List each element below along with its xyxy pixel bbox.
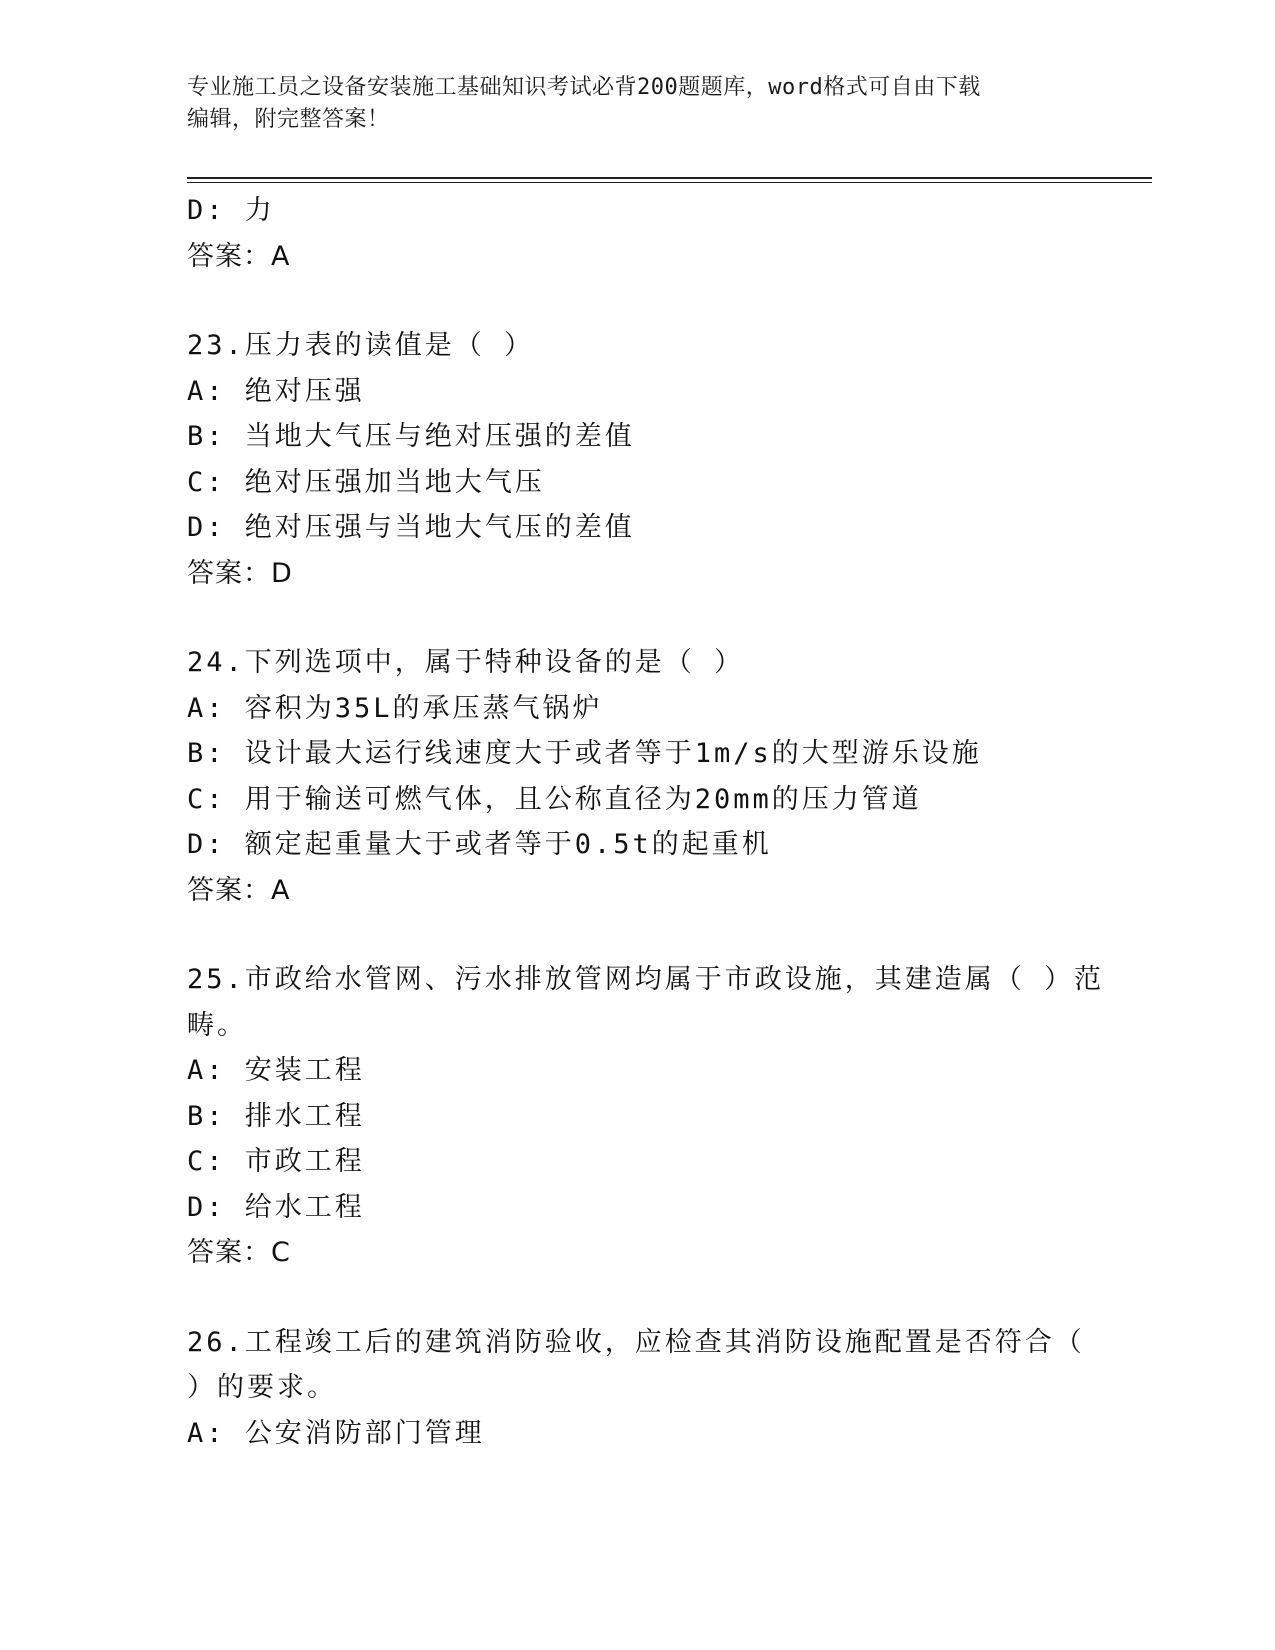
option-d: D: 绝对压强与当地大气压的差值	[187, 512, 635, 543]
header-title-line-1: 专业施工员之设备安装施工基础知识考试必背200题题库，word格式可自由下载	[187, 75, 981, 100]
question-25	[187, 957, 1105, 1276]
option-a: A: 安装工程	[187, 1055, 365, 1086]
question-stem-line-1: 25.市政给水管网、污水排放管网均属于市政设施，其建造属（ ）范	[187, 964, 1105, 995]
spacer	[187, 279, 1087, 323]
previous-question-tail	[187, 188, 1087, 279]
option-c: C: 绝对压强加当地大气压	[187, 466, 545, 498]
question-stem-line-1: 26.工程竣工后的建筑消防验收，应检查其消防设施配置是否符合（	[187, 1326, 1085, 1358]
option-a: A: 容积为35L的承压蒸气锅炉	[187, 692, 603, 724]
option-d: D: 额定起重量大于或者等于0.5t的起重机	[187, 829, 772, 860]
question-content	[187, 188, 1105, 1456]
option-d: D: 力	[187, 195, 275, 226]
option-a: A: 公安消防部门管理	[187, 1417, 485, 1449]
option-c: C: 市政工程	[187, 1146, 365, 1177]
spacer	[187, 913, 1087, 957]
option-b: B: 设计最大运行线速度大于或者等于1m/s的大型游乐设施	[187, 738, 982, 769]
question-stem: 24.下列选项中，属于特种设备的是（ ）	[187, 647, 745, 678]
option-b: B: 当地大气压与绝对压强的差值	[187, 421, 635, 452]
option-a: A: 绝对压强	[187, 375, 365, 407]
header-divider-thin	[187, 182, 1152, 183]
option-d: D: 给水工程	[187, 1191, 365, 1223]
question-stem-line-2: 畴。	[187, 1009, 247, 1041]
header-title-line-2: 编辑，附完整答案！	[187, 107, 390, 132]
header-divider-thick	[187, 177, 1152, 179]
answer-line: 答案：D	[187, 557, 293, 589]
spacer	[187, 596, 1087, 640]
question-23	[187, 323, 1087, 596]
question-stem-line-2: ）的要求。	[187, 1372, 337, 1403]
answer-line: 答案：A	[187, 240, 291, 272]
question-24	[187, 640, 1087, 913]
question-stem: 23.压力表的读值是（ ）	[187, 330, 535, 361]
question-26	[187, 1320, 1087, 1457]
option-b: B: 排水工程	[187, 1100, 365, 1132]
option-c: C: 用于输送可燃气体，且公称直径为20mm的压力管道	[187, 783, 922, 815]
answer-line: 答案：C	[187, 1237, 291, 1268]
answer-line: 答案：A	[187, 874, 291, 906]
spacer	[187, 1276, 1087, 1320]
document-header	[187, 72, 1067, 136]
